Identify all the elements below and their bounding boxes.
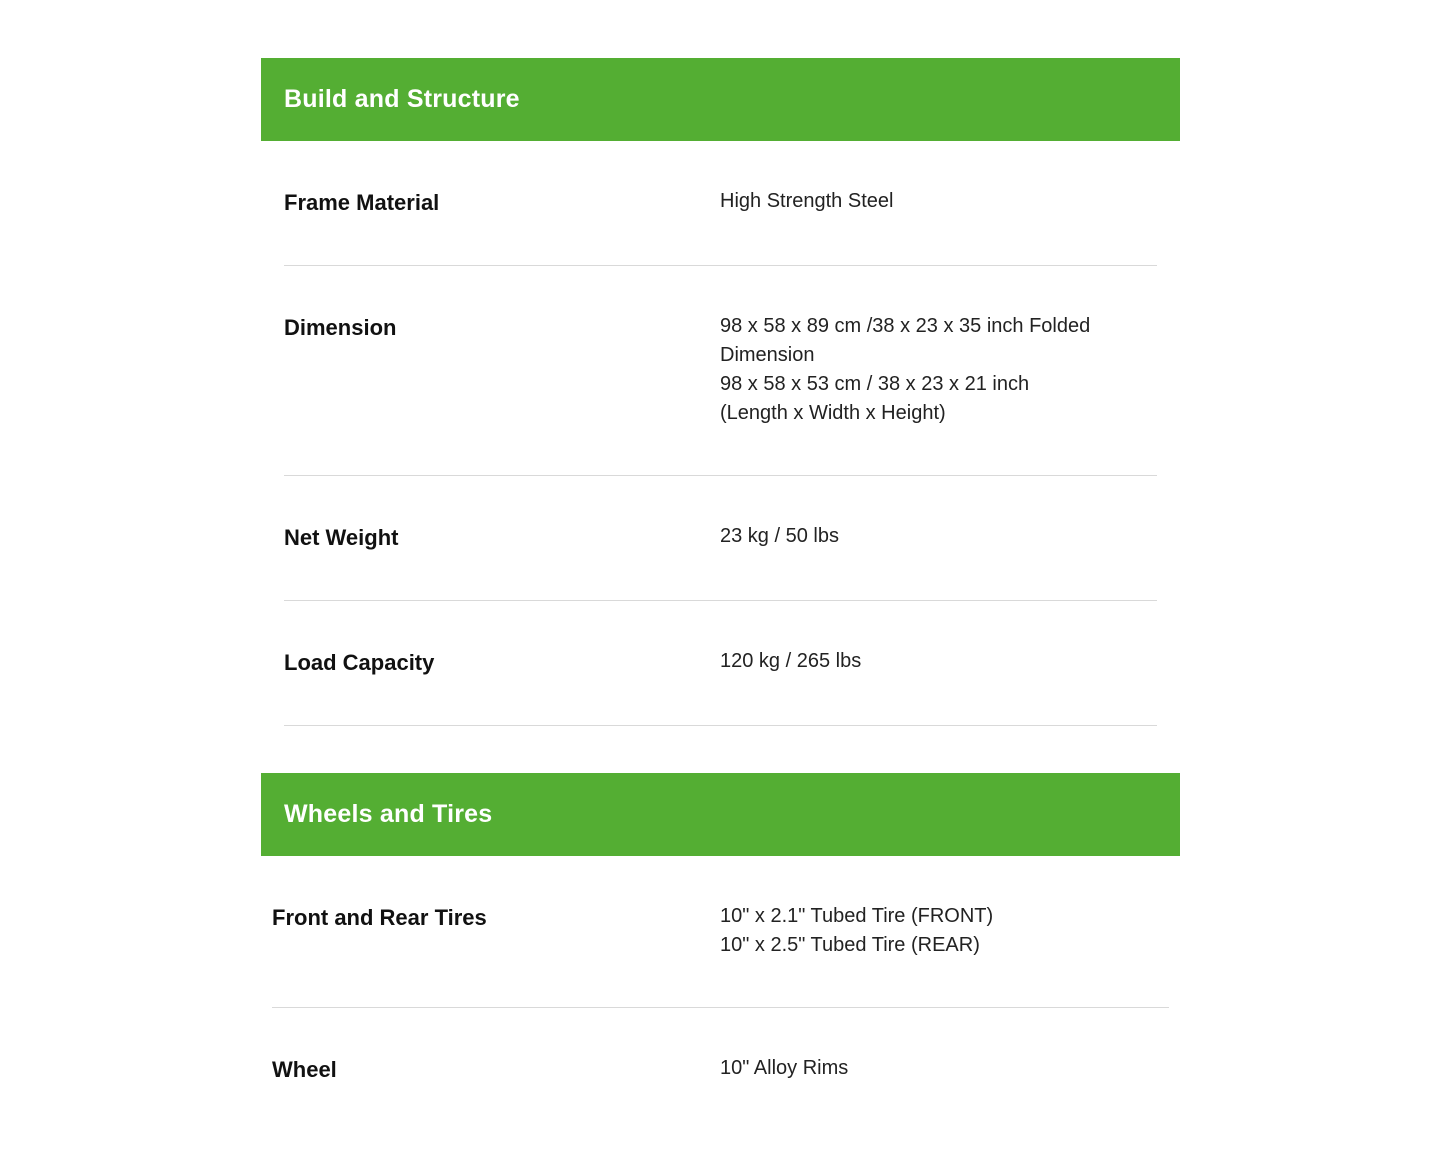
spec-value-line: High Strength Steel (720, 190, 894, 212)
spec-label: Front and Rear Tires (272, 905, 487, 930)
section-title: Wheels and Tires (284, 800, 493, 828)
spec-value (720, 312, 1140, 428)
spec-value-line: 10" x 2.5" Tubed Tire (REAR) (720, 934, 980, 956)
section-gap (261, 726, 1180, 773)
spec-row-wheel (272, 1008, 1169, 1128)
spec-label: Frame Material (284, 190, 440, 215)
spec-row-net-weight (284, 476, 1157, 601)
spec-row-frame-material (284, 141, 1157, 266)
spec-row-dimension (284, 266, 1157, 476)
section-header-wheels (261, 773, 1180, 856)
spec-table-wheels (261, 856, 1180, 1128)
section-title: Build and Structure (284, 85, 520, 113)
spec-value (720, 1054, 1140, 1083)
spec-value (720, 647, 1140, 676)
spec-label: Net Weight (284, 525, 399, 550)
section-header-build (261, 58, 1180, 141)
spec-value-line: 120 kg / 265 lbs (720, 650, 862, 672)
spec-value (720, 187, 1140, 216)
spec-row-tires (272, 856, 1169, 1008)
spec-sheet (261, 58, 1180, 1128)
spec-value-line: 23 kg / 50 lbs (720, 525, 839, 547)
spec-row-load-capacity (284, 601, 1157, 726)
spec-value-line: 98 x 58 x 89 cm /38 x 23 x 35 inch Folded (720, 315, 1091, 337)
spec-value (720, 902, 1140, 960)
spec-value (720, 522, 1140, 551)
spec-value-line: 98 x 58 x 53 cm / 38 x 23 x 21 inch (720, 373, 1030, 395)
spec-value-line: (Length x Width x Height) (720, 402, 946, 424)
spec-table-build (261, 141, 1180, 726)
spec-value-line: Dimension (720, 344, 815, 366)
spec-label: Dimension (284, 315, 397, 340)
spec-label: Wheel (272, 1057, 337, 1082)
spec-value-line: 10" Alloy Rims (720, 1057, 849, 1079)
spec-label: Load Capacity (284, 650, 435, 675)
spec-value-line: 10" x 2.1" Tubed Tire (FRONT) (720, 905, 994, 927)
